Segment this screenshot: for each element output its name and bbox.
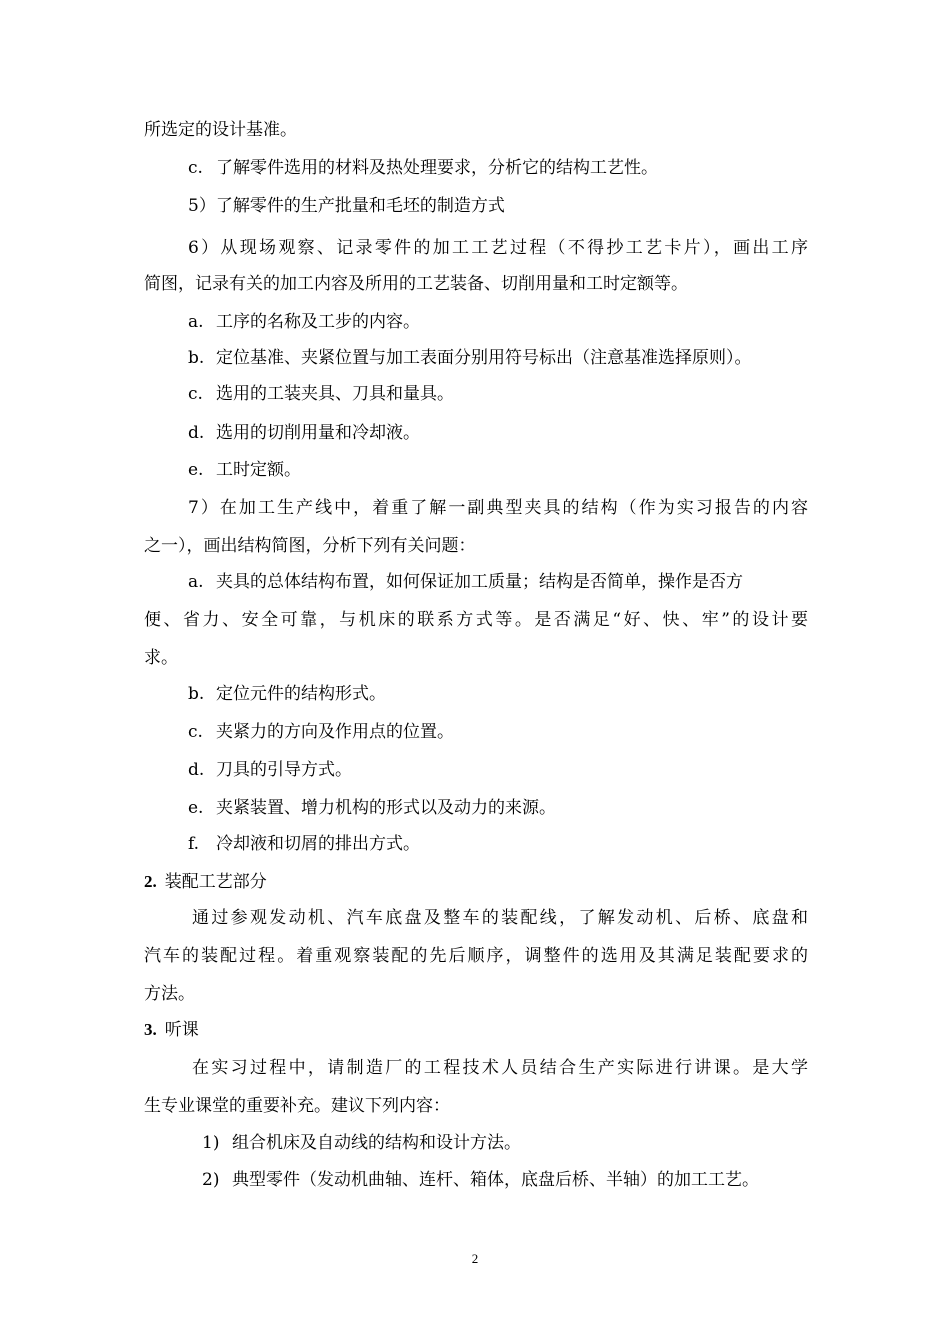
- list-marker: e.: [188, 798, 204, 818]
- list-item: [188, 421, 420, 445]
- list-item-text: 夹具的总体结构布置，如何保证加工质量；结构是否简单，操作是否方: [216, 572, 743, 592]
- list-item-text: 典型零件（发动机曲轴、连杆、箱体，底盘后桥、半轴）的加工工艺。: [232, 1170, 759, 1190]
- list-item: [188, 796, 556, 820]
- paragraph-text: 之一），画出结构简图，分析下列有关问题：: [144, 536, 476, 556]
- list-item-text: 定位基准、夹紧位置与加工表面分别用符号标出（注意基准选择原则）。: [216, 348, 752, 368]
- page-number: 2: [471, 1251, 479, 1266]
- list-marker: b.: [188, 348, 205, 368]
- list-item: [202, 1168, 759, 1192]
- paragraph-text: 在实习过程中，请制造厂的工程技术人员结合生产实际进行讲课。是大学: [192, 1058, 808, 1078]
- text-line: [144, 646, 178, 670]
- section-title: 装配工艺部分: [164, 872, 267, 892]
- list-item: [188, 310, 420, 334]
- list-item: [202, 1131, 521, 1155]
- list-marker: 1): [202, 1133, 220, 1153]
- section-number: 2.: [144, 872, 157, 891]
- list-item-text: 了解零件选用的材料及热处理要求，分析它的结构工艺性。: [216, 158, 658, 178]
- list-marker: c.: [188, 722, 203, 742]
- paragraph-text: 方法。: [144, 984, 195, 1004]
- list-item-text: 组合机床及自动线的结构和设计方法。: [232, 1133, 521, 1153]
- paragraph-text: 通过参观发动机、汽车底盘及整车的装配线，了解发动机、后桥、底盘和: [192, 908, 808, 928]
- list-item-text: 夹紧装置、增力机构的形式以及动力的来源。: [216, 798, 556, 818]
- paragraph-text: 简图，记录有关的加工内容及所用的工艺装备、切削用量和工时定额等。: [144, 274, 688, 294]
- paragraph-text: 所选定的设计基准。: [144, 120, 297, 140]
- section-title: 听课: [164, 1020, 199, 1040]
- list-item: [188, 682, 386, 706]
- section-number: 3.: [144, 1020, 157, 1039]
- text-line: [144, 982, 195, 1006]
- list-item-text: 选用的切削用量和冷却液。: [216, 423, 420, 443]
- paragraph-text: 汽车的装配过程。着重观察装配的先后顺序，调整件的选用及其满足装配要求的: [144, 946, 808, 966]
- text-line: [192, 1056, 808, 1080]
- section-heading: [144, 870, 267, 894]
- paragraph-text: 求。: [144, 648, 178, 668]
- list-item: [188, 832, 420, 856]
- list-item-text: 定位元件的结构形式。: [216, 684, 386, 704]
- list-item-text: 工时定额。: [216, 460, 301, 480]
- section-heading: [144, 1018, 199, 1042]
- text-line: [144, 1094, 450, 1118]
- list-marker: c.: [188, 384, 203, 404]
- list-item: [188, 156, 658, 180]
- list-item: [188, 570, 743, 594]
- list-item: [188, 382, 454, 406]
- list-marker: e.: [188, 460, 204, 480]
- paragraph-text: 6）从现场观察、记录零件的加工工艺过程（不得抄工艺卡片），画出工序: [188, 238, 808, 258]
- list-marker: d.: [188, 423, 205, 443]
- list-marker: a.: [188, 312, 204, 332]
- list-marker: 2): [202, 1170, 220, 1190]
- text-line: [144, 608, 808, 632]
- paragraph-text: 生专业课堂的重要补充。建议下列内容：: [144, 1096, 450, 1116]
- text-line: [144, 944, 808, 968]
- list-item-text: 刀具的引导方式。: [216, 760, 352, 780]
- list-marker: a.: [188, 572, 204, 592]
- text-line: [192, 906, 808, 930]
- text-line: [144, 534, 476, 558]
- paragraph-text: 7）在加工生产线中，着重了解一副典型夹具的结构（作为实习报告的内容: [188, 498, 808, 518]
- list-item-text: 夹紧力的方向及作用点的位置。: [216, 722, 454, 742]
- list-marker: d.: [188, 760, 205, 780]
- list-marker: c.: [188, 158, 203, 178]
- paragraph-text: 便、省力、安全可靠，与机床的联系方式等。是否满足“好、快、牢”的设计要: [144, 610, 808, 630]
- text-line: [188, 496, 808, 520]
- paragraph-text: 5）了解零件的生产批量和毛坯的制造方式: [188, 196, 505, 216]
- list-item: [188, 458, 301, 482]
- list-item: [188, 346, 752, 370]
- list-item: [188, 720, 454, 744]
- list-marker: b.: [188, 684, 205, 704]
- list-item-text: 工序的名称及工步的内容。: [216, 312, 420, 332]
- list-item-text: 冷却液和切屑的排出方式。: [216, 834, 420, 854]
- text-line: [188, 194, 505, 218]
- text-line: [188, 236, 808, 260]
- list-item: [188, 758, 352, 782]
- text-line: [144, 118, 297, 142]
- text-line: [144, 272, 688, 296]
- list-item-text: 选用的工装夹具、刀具和量具。: [216, 384, 454, 404]
- list-marker: f.: [188, 834, 200, 854]
